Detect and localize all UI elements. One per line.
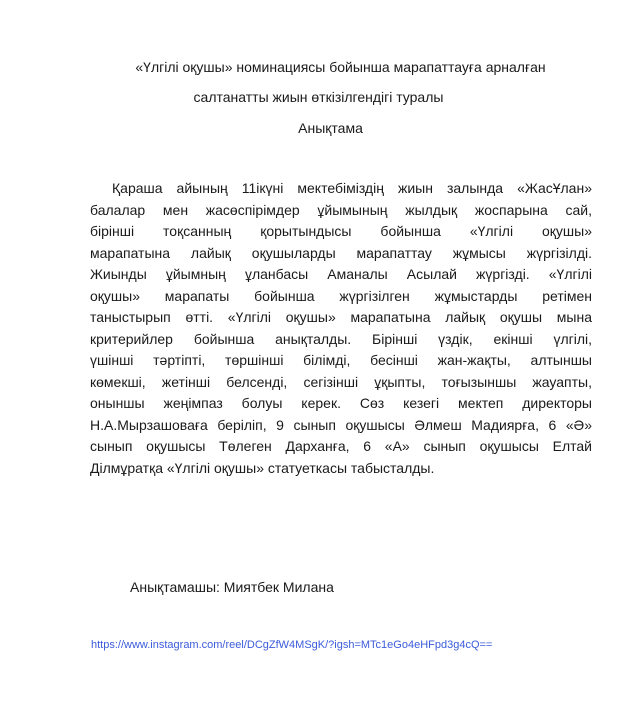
body-line: критерийлер бойынша анықталды. Бірінші үздік, екінші үлгілі, (90, 330, 592, 347)
body-paragraph (90, 178, 592, 479)
body-line: Жиынды ұйымның ұланбасы Аманалы Асылай жүргізді. «Үлгілі (90, 266, 592, 282)
heading-line-1: «Үлгілі оқушы» номинациясы бойынша марапаттауға арналған (135, 59, 546, 75)
document-title: Анықтама (298, 120, 363, 136)
body-line: көмекші, жетінші белсенді, сегізінші ұқыпты, тоғызыншы жауапты, (90, 373, 592, 390)
body-line: Н.А.Мырзашоваға беріліп, 9 сынып оқушысы Әлмеш Мадиярға, 6 «Ә» (90, 416, 592, 433)
body-line: марапатына лайық оқушыларды марапаттау жұмысы жүргізілді. (90, 244, 592, 261)
body-line: үшінші тәртіпті, төршінші білімді, бесінші жан-жақты, алтыншы (90, 352, 592, 368)
signature: Анықтамашы: Миятбек Милана (130, 579, 334, 595)
body-line: Ділмұратқа «Үлгілі оқушы» статуеткасы табысталды. (90, 459, 435, 476)
body-line: Қараша айының 11ікүні мектебіміздің жиын залында «ЖасҰлан» (112, 180, 592, 196)
body-line: таныстырып өтті. «Үлгілі оқушы» марапатына лайық оқушы мына (90, 309, 592, 325)
body-line: бірінші тоқсанның қорытындысы бойынша «Үлгілі оқушы» (90, 223, 592, 239)
heading-line-2: салтанатты жиын өткізілгендігі туралы (193, 89, 444, 105)
body-line: балалар мен жасөспірімдер ұйымының жылдық жоспарына сай, (90, 201, 592, 218)
instagram-link[interactable]: https://www.instagram.com/reel/DCgZfW4MSgK/?igsh=MTc1eGo4eHFpd3g4cQ== (91, 639, 493, 651)
body-line: сынып оқушысы Төлеген Дарханға, 6 «А» сынып оқушысы Елтай (90, 438, 592, 454)
body-line: оныншы жеңімпаз болуы керек. Сөз кезегі мектеп директоры (90, 395, 592, 411)
body-line: оқушы» марапаты бойынша жүргізілген жұмыстарды ретімен (90, 287, 592, 304)
